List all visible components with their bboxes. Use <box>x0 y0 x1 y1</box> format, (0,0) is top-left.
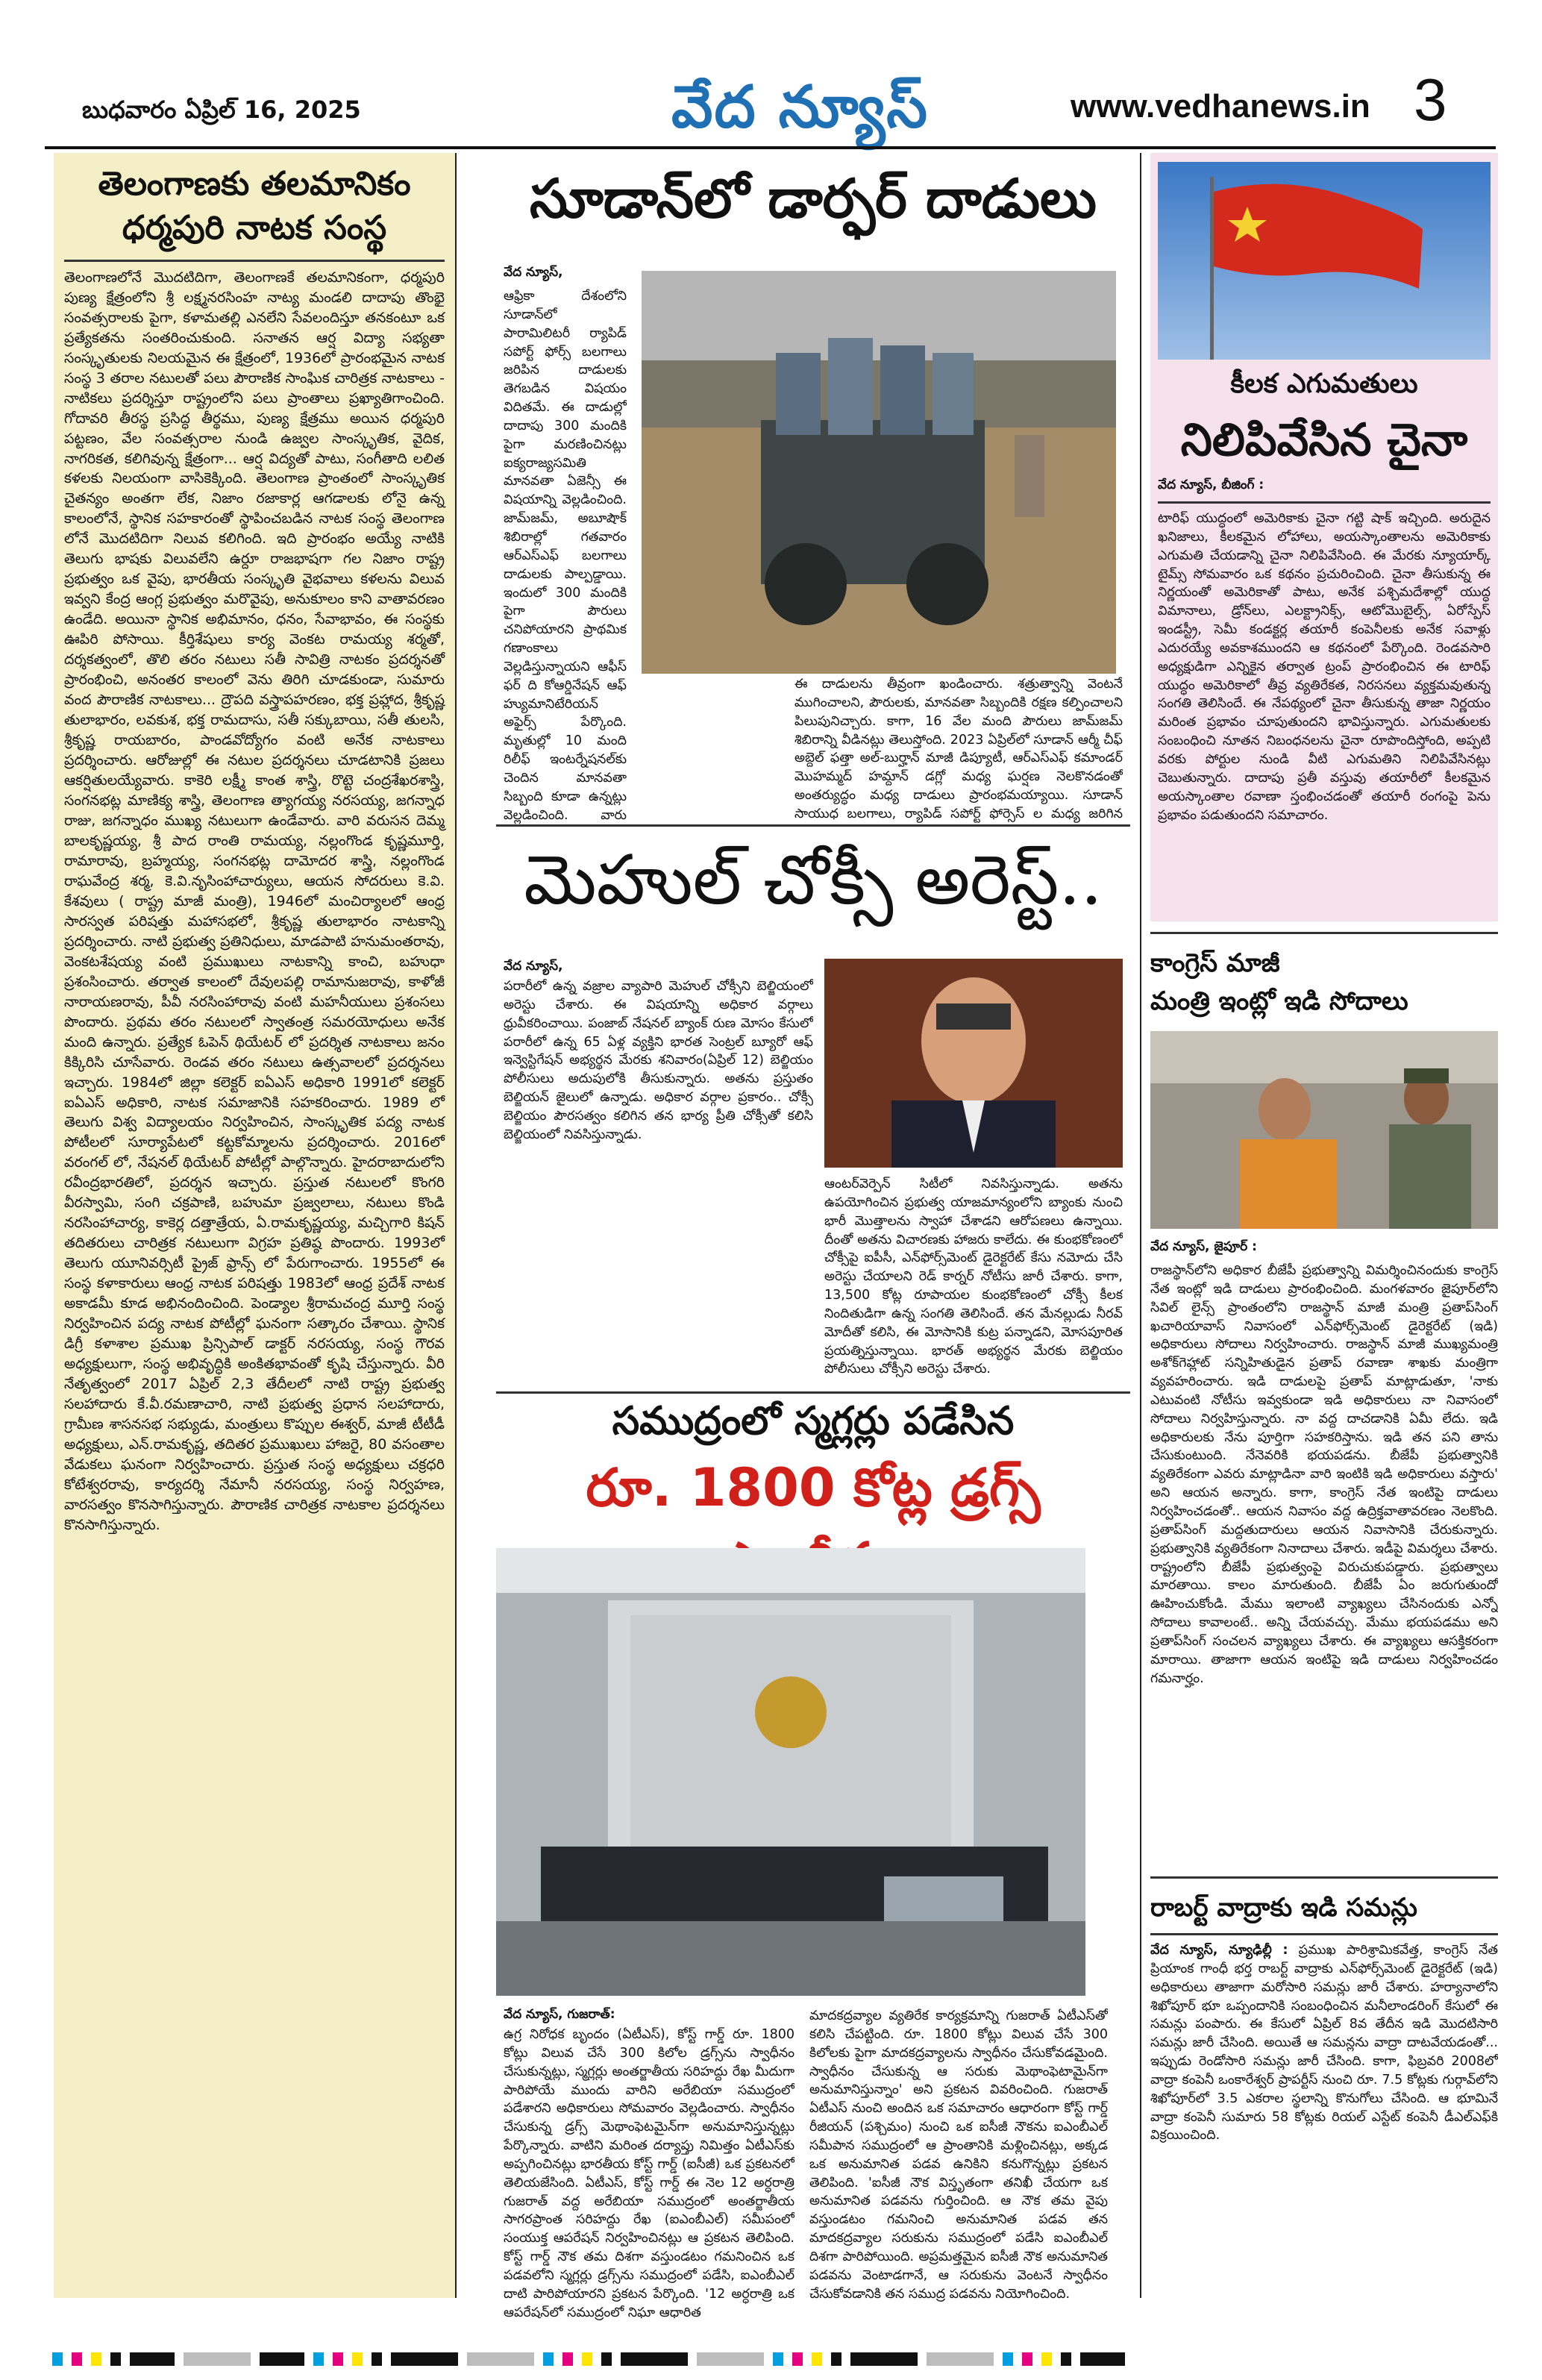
left-headline <box>64 162 445 262</box>
china-byline: వేద న్యూస్, బీజింగ్ : <box>1158 477 1264 492</box>
mehul-photo <box>824 959 1123 1168</box>
sudan-col2: ఈ దాడులను తీవ్రంగా ఖండించారు. శత్రుత్వాన్ని వెంటనే ముగించాలని, పౌరులకు, మానవతా సిబ్బందికి రక్షణ కల్పించాలని పిలుపునిచ్చారు. కాగా, 16 వేల మంది పౌరులు జామ్‌జమ్ శిబిరాన్ని వీడినట్లు తెలుస్తోంది. 2023 ఏప్రిల్‌లో సూడాన్ ఆర్మీ చీఫ్ అబ్దెల్ ఫత్తా అల్-బుర్హాన్ మాజీ డిప్యూటీ, ఆర్‌ఎస్‌ఎఫ్ కమాండర్ మొహమ్మద్ హమ్దాన్ డగ్లో‌ మధ్య ఘర్షణ నెలకొనడంతో అంతర్యుద్ధం మధ్య దాడులు ప్రారంభమయ్యాయి. సూడాన్ సాయుధ బలగాలు, ర్యాపిడ్ సపోర్ట్ ఫోర్సెస్ ల మధ్య జరిగిన <box>794 677 1123 821</box>
robert-divider <box>1150 1933 1498 1935</box>
robert-headline: రాబర్ట్ వాద్రాకు ఇడి సమన్లు <box>1150 1893 1417 1923</box>
center-divider-1 <box>496 824 1130 827</box>
sudan-truck-image <box>642 271 1116 674</box>
mehul-headline: మెహుల్ చోక్సీ అరెస్ట్.. <box>524 840 1103 920</box>
china-body: టారిఫ్ యుద్ధంలో అమెరికాకు చైనా గట్టి షాక్ ఇచ్చింది. అరుదైన ఖనిజాలు, కీలకమైన లోహాలు, అయస్కాంతాలను అమెరికాకు ఎగుమతి చేయడాన్ని చైనా నిలిపివేసింది. ఈ మేరకు న్యూయార్క్ టైమ్స్ సోమవారం ఒక కథనం ప్రచురించింది. చైనా తీసుకున్న ఈ నిర్ణయంతో అమెరికాతో పాటు, అనేక పశ్చిమదేశాల్లో యుద్ధ విమానాలు, డ్రోన్‌లు, ఎలక్ట్రానిక్స్, ఆటోమొబైల్స్, ఏరోస్పేస్ ఇండస్ట్రీ, సెమీ కండక్టర్ల తయారీ కంపెనీలకు అనేక సవాళ్లు ఎదురయ్యే అవకాశముందని ఆ కథనంలో పేర్కొంది. రెండవసారి అధ్యక్షుడిగా ఎన్నికైన తర్వాత ట్రంప్ ప్రారంభించిన ఈ టారిఫ్ యుద్ధం అమెరికాలో తీవ్ర వ్యతిరేకత, నిరసనలు వ్యక్తమవుతున్న సంగతి తెలిసిందే. ఈ నేపథ్యంలో చైనా తీసుకున్న తాజా నిర్ణయం మరింత ప్రభావం చూపుతుందని భావిస్తున్నారు. ఎగుమతులకు సంబంధించి నూతన నిబంధనలను చైనా రూపొందిస్తోంది, అప్పటి వరకు పోర్టుల నుండి వీటి ఎగుమతిని నిలిపివేసినట్లు చెబుతున్నారు. దాదాపు ప్రతీ వస్తువు తయారీలో కీలకమైన అయస్కాంతాల రవాణా స్తంభించడంతో తయారీ రంగంపై పెను ప్రభావం పడుతుందని సమాచారం. <box>1158 511 1491 823</box>
robert-article <box>1150 1889 1498 2210</box>
right-column <box>1140 153 1498 2298</box>
issue-date: బుధవారం ఏప్రిల్ 16, 2025 <box>82 95 361 124</box>
congress-article <box>1150 945 1498 1866</box>
congress-headline-line1: కాంగ్రెస్ మాజీ <box>1150 948 1280 978</box>
center-divider-2 <box>496 1391 1130 1394</box>
coast-guard-ship-image <box>496 1548 1085 1996</box>
mehul-col1: పరారీలో ఉన్న వజ్రాల వ్యాపారి మెహుల్ చోక్సీని బెల్జియంలో అరెస్టు చేశారు. ఈ విషయాన్ని అధికార వర్గాలు ధ్రువీకరించాయి. పంజాబ్ నేషనల్ బ్యాంక్ రుణ మోసం కేసులో పరారీలో ఉన్న 65 ఏళ్ల వ్యక్తిని భారత సెంట్రల్ బ్యూరో ఆఫ్ ఇన్వెస్టిగేషన్ అభ్యర్థన మేరకు శనివారం(ఏప్రిల్ 12) బెల్జియం పోలీసులు అదుపులోకి తీసుకున్నారు. అతను ప్రస్తుతం బెల్జియన్ జైలులో ఉన్నాడు. అధికార వర్గాల ప్రకారం.. చోక్సీ బెల్జియం పౌరసత్వం కలిగిన తన భార్య ప్రీతి చోక్సీతో కలిసి బెల్జియంలో నివసిస్తున్నాడు. <box>504 979 813 1142</box>
ed-raid-image <box>1150 1031 1498 1229</box>
drugs-photo <box>496 1548 1085 1996</box>
china-flag-image <box>1158 162 1490 360</box>
china-headline: నిలిపివేసిన చైనా <box>1180 414 1468 466</box>
congress-body: రాజస్థాన్‌లోని అధికార బీజేపీ ప్రభుత్వాన్ని విమర్శించినందుకు కాంగ్రెస్ నేత ఇంట్లో ఇడి దాడులు ప్రారంభించింది. మంగళవారం జైపూర్‌లోని సివిల్ లైన్స్ ప్రాంతంలోని రాజస్థాన్ మాజీ మంత్రి ప్రతాప్‌సింగ్ ఖచారియావాస్ నివాసంలో ఎన్‌ఫోర్స్‌మెంట్ డైరెక్టరేట్ (ఇడి) అధికారులు సోదాలు నిర్వహించారు. రాజస్థాన్ మాజీ ముఖ్యమంత్రి అశోక్‌గెహ్లాట్ సన్నిహితుడైన ప్రతాప్ రవాణా శాఖకు మంత్రిగా వ్యవహరించారు. ఇడి దాడులపై ప్రతాప్ మాట్లాడుతూ, 'నాకు ఎటువంటి నోటీసు ఇవ్వకుండా ఇడి అధికారులు నా నివాసంలో సోదాలు నిర్వహిస్తున్నారు. నా వద్ద దాచడానికి ఏమీ లేదు. ఇడి అధికారులకు నేను పూర్తిగా సహకరిస్తాను. ఇడి తన పని తాను చేసుకుంటుంది. నేనెవరికి భయపడను. బీజేపీ ప్రభుత్వానికి వ్యతిరేకంగా ఎవరు మాట్లాడినా వారి ఇంటికి ఇడి అధికారులు వస్తారు' అని ఆయన అన్నారు. కాగా, కాంగ్రెస్ నేత ఇంటిపై దాడులు నిర్వహించడంతో.. ఆయన నివాసం వద్ద ఉద్రిక్తవాతావరణం నెలకొంది. ప్రతాప్‌సింగ్ మద్దతుదారులు ఆయన నివాసానికి చేరుకున్నారు. ప్రభుత్వానికి వ్యతిరేకంగా నినాదాలు చేశారు. ఇడీపై విమర్శలు చేశారు. రాష్ట్రంలోని బీజేపీ ప్రభుత్వంపై విరుచుకుపడ్డారు. ప్రభుత్వాలు మారతాయి. కాలం మారుతుంది. బీజేపీ ఏం జరుగుతుందో ఊహించుకోండి. మేము ఇలాంటి వ్యాఖ్యలు చేసినందుకు ఎన్నో సోదాలు కావాలంటే.. అన్ని చేయవచ్చు. మేము భయపడము అని ప్రతాప్‌సింగ్ సంచలన వ్యాఖ్యలు చేశారు. ఈ వ్యాఖ్యలు ఆసక్తికరంగా మారాయి. తాజాగా ఆయన ఇంటిపై ఇడి దాడులు నిర్వహించడం గమనార్హం. <box>1150 1263 1498 1686</box>
congress-headline <box>1150 945 1498 1021</box>
drugs-col1: ఉగ్ర నిరోధక బృందం (ఏటీఎస్), కోస్ట్ గార్డ్ రూ. 1800 కోట్లు విలువ చేసే 300 కిలోల డ్రగ్స్‌ను స్వాధీనం చేసుకున్నట్లు, స్మగ్లర్లు అంతర్జాతీయ సరిహద్దు రేఖ మీదుగా పారిపోయే ముందు వారిని అరేబియా సముద్రంలో పడేశారని అధికారులు సోమవారం వెల్లడించారు. స్వాధీనం చేసుకున్న డ్రగ్స్ మెథాంఫెటమైన్‌గా అనుమానిస్తున్నట్లు పేర్కొన్నారు. వాటిని మరింత దర్యాప్తు నిమిత్తం ఏటీఎస్‌కు అప్పగించినట్లు భారతీయ కోస్ట్ గార్డ్ (ఐసీజీ) ఒక ప్రకటనలో తెలియజేసింది. ఏటీఎస్, కోస్ట్ గార్డ్ ఈ నెల 12 అర్ధరాత్రి గుజరాత్ వద్ద అరేబియా సముద్రంలో అంతర్జాతీయ సాగరప్రాంత సరిహద్దు రేఖ (ఐఎంబీఎల్) సమీపంలో సంయుక్త ఆపరేషన్ నిర్వహించినట్లు ఆ ప్రకటన తెలిపింది. కోస్ట్ గార్డ్ నౌక తమ దిశగా వస్తుండటం గమనించిన ఒక పడవలోని స్మగ్లర్లు డ్రగ్స్‌ను సముద్రంలో పడేసి, ఐఎంబీఎల్ దాటి పారిపోయారని ప్రకటన పేర్కొంది. '12 అర్ధరాత్రి ఒక ఆపరేషన్‌లో సముద్రంలో నిఘా ఆధారిత <box>504 2027 794 2320</box>
right-divider-2 <box>1150 1876 1498 1879</box>
sudan-byline: వేద న్యూస్, <box>504 265 563 280</box>
mehul-portrait-image <box>824 959 1123 1168</box>
mehul-byline: వేద న్యూస్, <box>504 959 563 974</box>
robert-text: ప్రముఖ పారిశ్రామికవేత్త, కాంగ్రెస్ నేత ప్రియాంక గాంధీ భర్త రాబర్ట్ వాద్రాకు ఎన్‌ఫోర్స్‌మెంట్ డైరెక్టరేట్ (ఇడి) అధికారులు తాజాగా మరోసారి సమన్లు జారీ చేశారు. హర్యానాలోని శిఖోపూర్ భూ ఒప్పందానికి సంబంధించిన మనీలాండరింగ్ కేసులో ఈ సమన్లు పంపారు. ఈ కేసులో ఏప్రిల్ 8వ తేదీన ఇడి మొదటిసారి సమన్లు జారీ చేసింది. అయితే ఆ సమన్లను వాద్రా దాటవేయడంతో... ఇప్పుడు రెండోసారి సమన్లు జారీ చేసింది. కాగా, ఫిబ్రవరి 2008లో వాద్రా కంపెనీ ఒంకారేశ్వర్ ప్రాపర్టీస్ నుంచి రూ. 7.5 కోట్లకు గుర్గావ్‌లోని శిఖోపూర్‌లో 3.5 ఎకరాల స్థలాన్ని కొనుగోలు చేసింది. ఆ భూమినే వాద్రా కంపెనీ సుమారు 58 కోట్లకు రియల్ ఎస్టేట్ కంపెనీ డీఎల్ఎఫ్‌కి విక్రయించింది. <box>1150 1943 1498 2143</box>
robert-body <box>1150 1941 1498 2210</box>
page-number: 3 <box>1414 66 1447 133</box>
left-headline-line2: ధర్మపురి నాటక సంస్థ <box>122 209 387 248</box>
china-subheadline: కీలక ఎగుమతులు <box>1230 369 1418 399</box>
left-article <box>54 153 457 2298</box>
masthead-rule <box>45 146 1496 149</box>
mehul-article <box>496 832 1130 1388</box>
newspaper-logo: వేద న్యూస్ <box>671 73 930 141</box>
china-flag-photo <box>1158 162 1491 360</box>
drugs-byline: వేద న్యూస్, గుజరాత్: <box>504 2007 615 2022</box>
print-registration-bar <box>52 2350 1499 2368</box>
left-headline-line1: తెలంగాణకు తలమానికం <box>98 165 411 203</box>
congress-byline: వేద న్యూస్, జైపూర్ : <box>1150 1239 1257 1254</box>
drugs-headline-1: సముద్రంలో స్మగ్లర్లు పడేసిన <box>612 1399 1015 1444</box>
congress-photo <box>1150 1031 1498 1229</box>
congress-headline-line2: మంత్రి ఇంట్లో ఇడి సోదాలు <box>1150 986 1408 1016</box>
masthead <box>45 66 1499 148</box>
drugs-article <box>496 1399 1130 2380</box>
website-url[interactable]: www.vedhanews.in <box>1071 88 1370 125</box>
china-divider <box>1158 501 1491 504</box>
mehul-col2: ఆంటర్‌వెర్పెన్ సిటీలో నివసిస్తున్నాడు. అతను ఉపయోగించిన ప్రభుత్వ యాజమాన్యంలోని బ్యాంకు నుంచి భారీ మొత్తాలను స్వాహా చేశాడని ఆరోపణలు ఉన్నాయి. దీంతో అతను విచారణకు హాజరు కాలేదు. ఈ కుంభకోణంలో చోక్సీపై ఐపీసీ, ఎన్‌ఫోర్స్‌మెంట్ డైరెక్టరేట్ కేసు నమోదు చేసి అరెస్టు చేయాలని రెడ్ కార్నర్ నోటీసు జారీ చేశారు. కాగా, 13,500 కోట్ల రూపాయల కుంభకోణంలో చోక్సీ కీలక నిందితుడిగా ఉన్న సంగతి తెలిసిందే. తన మేనల్లుడు నీరవ్ మోదీతో కలిసి, ఈ మోసానికి కుట్ర పన్నాడని, మోసపూరిత ప్రయత్నిస్తున్నాయి. భారత్ అభ్యర్థన మేరకు బెల్జియం పోలీసులు చోక్సీని అరెస్టు చేశారు. <box>824 1177 1123 1377</box>
drugs-headline-2: రూ. 1800 కోట్ల డ్రగ్స్ <box>586 1457 1041 1518</box>
sudan-col1: ఆఫ్రికా దేశంలోని సూడాన్‌లో పారామిలిటరీ ర్యాపిడ్ సపోర్ట్ ఫోర్స్ బలగాలు జరిపిన దాడులకు తెగబడిన విషయం విదితమే. ఈ దాడుల్లో దాదాపు 300 మందికి పైగా మరణించినట్లు ఐక్యరాజ్యసమితి మానవతా ఏజెన్సీ ఈ విషయాన్ని వెల్లడించింది. జామ్‌జమ్, అబూషౌక్ శిబిరాల్లో గతవారం ఆర్‌ఎస్‌ఎఫ్ బలగాలు దాడులకు పాల్పడ్డాయి. ఇందులో 300 మందికి పైగా పౌరులు చనిపోయారని ప్రాథమిక గణాంకాలు వెల్లడిస్తున్నాయని ఆఫీస్ ఫర్ ది కోఆర్డినేషన్ ఆఫ్ హ్యుమానిటేరియన్ అఫైర్స్ పేర్కొంది. మృతుల్లో 10 మంది రిలీఫ్ ఇంటర్నేషనల్‌కు చెందిన మానవతా సిబ్బంది కూడా ఉన్నట్లు వెల్లడించింది. వారు <box>504 289 627 823</box>
left-body: తెలంగాణలోనే మొదటిదిగా, తెలంగాణకే తలమానికంగా, ధర్మపురి పుణ్య క్షేత్రంలోని శ్రీ లక్ష్మనరసింహ నాట్య మండలి దాదాపు తొంభై సంవత్సరాలకు పైగా, కళామతల్లి ఎనలేని సేవలందిస్తూ తనకంటూ ఒక ప్రత్యేకతను సంతరించుకుంది. సనాతన ఆర్ష విద్యా సభ్యతా సంస్కృతులకు నిలయమైన ఈ క్షేత్రంలో, 1936లో ప్రారంభమైన నాటక సంస్థ 3 తరాల నటులతో పలు పౌరాణిక సాంఘిక చారిత్రక నాటకాలు - నాటికలు ప్రదర్శిస్తూ రాష్ట్రంలోని పలు ప్రాంతాలు ప్రఖ్యాతిగాంచింది. గోదావరి తీరస్థ ప్రసిద్ధ తీర్థము, పుణ్య క్షేత్రము అయిన ధర్మపురి పట్టణం, వేల సంవత్సరాల నుండి ఉజ్వల సాంస్కృతిక, వైదిక, నాగరికత, కలిగివున్న క్షేత్రంగా... ఆర్ష విద్యతో పాటు, సంగీతాది లలిత కళలకు నిలయంగా వాసికెక్కింది. తెలంగాణ ప్రాంతంలో సాంస్కృతిక చైతన్యం అంతగా లేక, నిజాం రజాకార్ల ఆగడాలకు లోనై ఉన్న కాలంలోనే, స్థానిక సహకారంతో స్థాపించబడిన నాటక సంస్థ తెలంగాణ లోనే మొదటిదిగా నిలువ కలిగింది. ఇది ప్రారంభం అయ్యే నాటికి తెలుగు భాషకు విలువలేని ఉర్దూ రాజభాషగా గల నిజాం రాష్ట్ర ప్రభుత్వం ఒక వైపు, భారతీయ సంస్కృతి వైభవాలు కళలను విలువ ఇవ్వని కేంద్ర ఆంగ్ల ప్రభుత్వం మరొవైపు, అనుకూలం కాని వాతావరణం ఉండేది. అయినా స్థానిక అభిమానం, ధనం, సేవాభావం, ఈ సంస్థకు ఊపిరి పోసాయి. కీర్తిశేషులు కార్య వెంకట రామయ్య శర్మతో, దర్శకత్వంలో, తొలి తరం నటులు సతీ సావిత్రి నాటకం ప్రదర్శనతో ప్రారంభించి, అనంతర కాలంలో వెను తిరిగి చూడకుండా, సుమారు వంద పౌరాణిక నాటకాలు... ద్రౌపది వస్త్రాపహరణం, భక్త ప్రహ్లాద, శ్రీకృష్ణ తులాభారం, లవకుశ, భక్త రామదాసు, సతీ సక్కుబాయి, సతీ తులసి, శ్రీకృష్ణ రాయబారం, పాండవోద్యోగం వంటి అనేక నాటకాలు ప్రదర్శించారు. ఆరోజుల్లో ఈ నటుల ప్రదర్శనలు చూడటానికి ప్రజలు ఆకర్షితులయ్యేవారు. కాకెరి లక్ష్మీ కాంత శాస్త్రి, రొట్టె చంద్రశేఖరశాస్త్రి, సంగనభట్ల మాణిక్య శాస్త్రి, తెలంగాణ త్యాగయ్య నరసయ్య, జగన్నాధ రాజు, జగన్నాధం ముఖ్య నటులుగా ఉండేవారు. వారి వరుసన దెమ్మ బాలకృష్ణయ్య, శ్రీ పాద రాంతి రామయ్య, నల్లంగొండ కృష్ణమూర్తి, రామారావు, బ్రహ్మయ్య, సంగనభట్ల దామోదర శాస్త్రి, నల్లంగొండ రాఘవేంద్ర శర్మ, కె.వి.నృసింహాచార్యులు, ఆయన సోదరులు కె.వి. కేశవులు ( రాష్ట్ర మాజీ మంత్రి), 1946లో మంచిర్యాలలో ఆంధ్ర సారస్వత పరిషత్తు మహాసభలో, శ్రీకృష్ణ తులాభారం నాటకాన్ని ప్రదర్శించారు. నాటి ప్రభుత్వ ప్రతినిధులు, మాడపాటి హనుమంతరావు, వెంకటశేషయ్య వంటి ప్రముఖులు నాటకాన్ని కాంచి, బహుధా ప్రశంసించారు. తర్వాత కాలంలో దేవులపల్లి రామానుజరావు, కాళోజీ నారాయణరావు, పీవీ నరసింహారావు వంటి మహనీయులు ప్రశంసలు పొందారు. ప్రథమ తరం నటులలో స్వాతంత్ర సమరయోధులు అనేక మంది ఉన్నారు. ప్రత్యేక ఓపెన్ థియేటర్ లో ప్రదర్శిత నాటకాలు జనం కిక్కిరిసి చూసేవారు. రెండవ తరం నటులు ఉత్సవాలలో ప్రదర్శనలు ఇచ్చారు. 1984లో జిల్లా కలెక్టర్ ఐఏఎస్ అధికారి 1991లో కలెక్టర్ ఐఏఎస్ అధికారి, నాటక సమాజానికి సహకరించారు. 1989 లో తెలుగు విశ్వ విద్యాలయం నిర్వహించిన, సాంస్కృతిక పద్య నాటక పోటీలలో సూర్యాపేటలో కట్టకోమ్మాలను ప్రదర్శించారు. 2016లో వరంగల్ లో, నేషనల్ థియేటర్ పోటీల్లో పాల్గొన్నారు. హైదరాబాదులోని రవీంద్రభారతిలో, ప్రదర్శన ఇచ్చారు. ప్రస్తుత నటులలో కొంగరి వీరస్వామి, సంగి చక్రపాణి, బహుమా ప్రజ్వలాలు, నటులు కొండి నరసింహాచార్య, కాకెర్ల దత్తాత్రేయ, ఏ.రామకృష్ణయ్య, మచ్చిగారి కిషన్ తదితరులు చారిత్రక నటులుగా విగ్రహ ప్రతిష్ఠ పొందారు. 1993లో తెలుగు యూనివర్సిటీ ప్రైజ్ ఫ్రాన్స్ లో పేరుగాంచారు. 1955లో ఈ సంస్థ కళాకారులు ఆంధ్ర నాటక పరిషత్తు 1983లో ఆంధ్ర ప్రదేశ్ నాటక అకాడమీ కూడ అభినందించింది. పెండ్యాల శ్రీరామచంద్ర మూర్తి సంస్థ నిర్వహించిన పద్య నాటక పోటీల్లో ఘనంగా సత్కారం చేశాయి. స్థానిక డిగ్రీ కళాశాల ప్రముఖ ప్రిన్సిపాల్ డాక్టర్ నరసయ్య, సంస్థ గౌరవ అధ్యక్షులుగా, సంస్థ అభివృద్ధికి అంకితభావంతో కృషి చేస్తున్నారు. వీరి నేతృత్వంలో 2017 ఏప్రిల్ 2,3 తేదీలలో నాటి రాష్ట్ర ప్రభుత్వ సలహాదారు కే.వీ.రమణాచారి, నాటి ప్రభుత్వ ప్రధాన సలహాదారు, గ్రామీణ శాసనసభ సభ్యుడు, మంత్రులు కొప్పుల ఈశ్వర్, మాజీ టీటీడీ అధ్యక్షులు, ఎన్.రామకృష్ణ, తదితర ప్రముఖులు హాజరై, 80 వసంతాల వేడుకలు ఘనంగా నిర్వహించారు. ప్రస్తుత సంస్థ అధ్యక్షులు చక్రధరి కోటేశ్వరరావు, కార్యదర్శి నేమానీ నరసయ్య, సంస్థ నిర్వహణ, వారసత్వం కొనసాగిస్తున్నారు. పౌరాణిక చారిత్రక నాటకాల ప్రదర్శనలు కొనసాగిస్తున్నారు. <box>64 269 445 1533</box>
sudan-photo <box>642 271 1116 674</box>
china-article <box>1150 153 1498 921</box>
sudan-headline: సూడాన్‌లో డార్ఫర్ దాడులు <box>530 167 1097 230</box>
robert-byline: వేద న్యూస్, న్యూఢిల్లీ : <box>1150 1943 1288 1958</box>
sudan-article <box>496 153 1130 828</box>
right-divider-1 <box>1150 932 1498 934</box>
drugs-col2: మాదకద్రవ్యాల వ్యతిరేక కార్యక్రమాన్ని గుజరాత్ ఏటీఎస్‌తో కలిసి చేపట్టింది. రూ. 1800 కోట్లు విలువ చేసే 300 కిలోలకు పైగా మాదకద్రవ్యాలను స్వాధీనం చేసుకోవడమైంది. స్వాధీనం చేసుకున్న ఆ సరుకు మెథాంఫెటామైన్‌గా అనుమానిస్తున్నాం' అని ప్రకటన వివరించింది. గుజరాత్ ఏటీఎస్ నుంచి అందిన ఒక సమాచారం ఆధారంగా కోస్ట్ గార్డ్ రీజియన్ (పశ్చిమం) నుంచి ఒక ఐసీజీ నౌకను ఐఎంబీఎల్ సమీపాన సముద్రంలో ఆ ప్రాంతానికి మళ్లించినట్లు, అక్కడ ఒక అనుమానిత పడవ ఉనికిని కనుగొన్నట్లు ప్రకటన తెలిపింది. 'ఐసీజీ నౌక విస్తృతంగా తనిఖీ చేయగా ఒక అనుమానిత పడవను గుర్తించింది. ఆ నౌక తమ వైపు వస్తుండటం గమనించి అనుమానిత పడవ తన మాదకద్రవ్యాల సరుకును సముద్రంలో పడేసి ఐఎంబీఎల్ దిశగా పారిపోయింది. అప్రమత్తమైన ఐసీజీ నౌక అనుమానిత పడవను వెంటాడగానే, ఆ సరుకును వెంటనే స్వాధీనం చేసుకోవడానికి తన సముద్ర పడవను నియోగించింది. <box>809 2008 1108 2302</box>
